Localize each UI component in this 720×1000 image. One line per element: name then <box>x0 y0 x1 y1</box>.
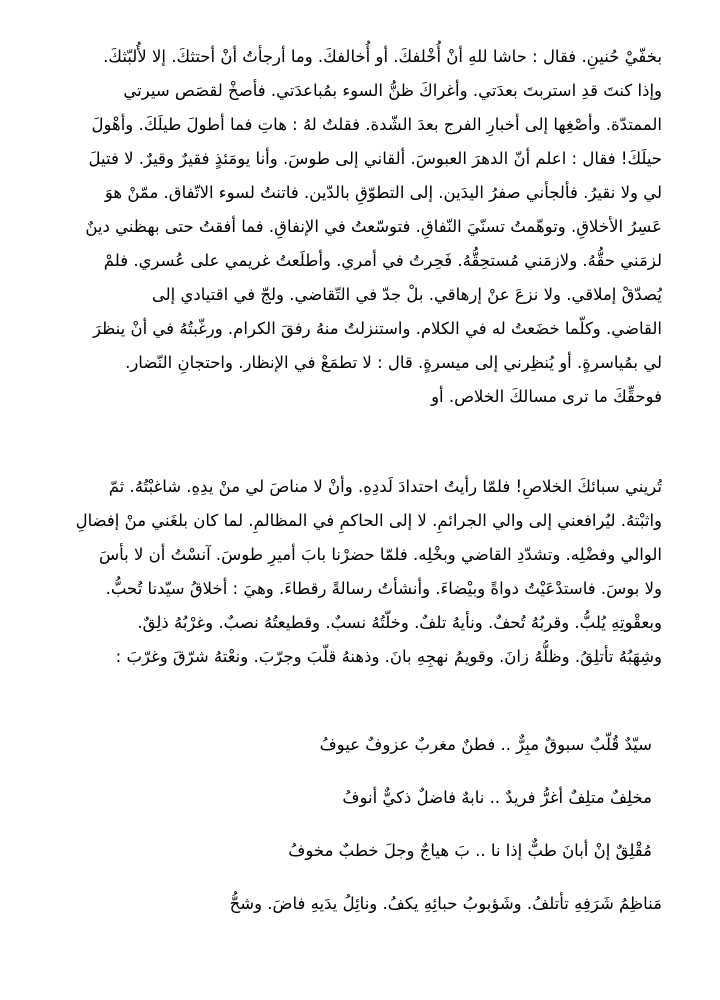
verse-line: مخلِفٌ متلِفٌ أغرُّ فريدٌ .. نابهٌ فاضلٌ ذكيٌّ أنوفُ <box>342 788 652 807</box>
text-line: واثبْتهُ. ليُرافعني إلى والي الجرائمِ. لا إلى الحاكمِ في المظالمِ. لما كان بلغَني منْ إفضالِ <box>75 511 662 530</box>
text-line: ولا بوسَ. فاستدْعَيْتُ دواةً وبيْضاءَ. وأنشأتُ رسالةً رقطاءَ. وهيَ : أخلاقُ سيّدنا تُحبُّ. <box>105 579 662 598</box>
text-line: وشِهَبُهُ تأتلِقُ. وظلُّهُ زانَ. وقويمُ نهجِهِ بانَ. وذهنهُ قلّبَ وجرّبَ. ونعْتهُ شرّقَ وغرّبَ : <box>115 647 662 666</box>
text-line: يُصدّقْ إملاقي. ولا نزعَ عنْ إرهاقي. بلْ جدّ في التّقاضي. ولجّ في اقتيادي إلى <box>151 285 662 304</box>
text-line: لي ولا نقيرُ. فألجأني صفرُ اليدَين. إلى التطوّقِ بالدّين. فاتنتُ لسوء الاتّفاق. ممّنْ هوَ <box>104 183 662 202</box>
text-line: وإذا كنتَ قدِ استربتَ بعدَتي. وأغراكَ ظنُّ السوء بمُباعدَتي. فأصخْ لقصَص سيرتي <box>123 81 662 100</box>
text-line: بخفّيْ حُنينِ. فقال : حاشا للهِ أنْ أُخْلفكَ. أو أُخالفكَ. وما أرجأتُ أنْ أحتثكَ. إلا لأُلبّثكَ. <box>103 47 662 66</box>
text-line: لزمَني حقُّهُ. ولازمَني مُستحِقُّهُ. فَحِرتُ في أمري. وأطلَعتُ غريمي على عُسري. فلمْ <box>103 251 662 270</box>
text-line: عَسِرُ الأخلاقِ. وتوهّمتُ تسنّيَ النّفاقِ. فتوسّعتُ في الإنفاقِ. فما أفقتُ حتى بهظني دينٌ <box>85 217 662 236</box>
text-line: وبعقْوتِهِ يُلبُّ. وقربُهُ تُحفٌ. ونأيهُ تلفٌ. وخلّتُهُ نسبٌ. وقطيعتُهُ نصبٌ. وغرْبُهُ ذلِقٌ. <box>137 613 662 632</box>
text-line: تُريني سبائكَ الخلاصِ! فلمّا رأيتُ احتدادَ لَددِهِ. وأنْ لا مناصَ لي منْ يدِهِ. شاغبْتُهُ. ثمّ <box>108 477 662 496</box>
text-line: مَناظِمُ شَرَفِهِ تأتلفُ. وشَؤبوبُ حبائِهِ يكفُ. ونائِلُ يدَيهِ فاضَ. وشحُّ <box>229 894 662 913</box>
paragraph-2 <box>52 470 662 674</box>
text-line: الوالي وفضْلِه. وتشدّدِ القاضي وبخْلِه. فلمّا حضرْنا بابَ أميرِ طوسَ. آنسْتُ أن لا بأسَ <box>98 545 662 564</box>
verse-line: مُقْلِقٌ إنْ أبانَ طبٌّ إذا نا .. بَ هياجٌ وجلَ خطبٌ مخوفُ <box>288 841 652 860</box>
text-line: القاضي. وكلّما خضَعتُ له في الكلام. واستنزلتُ منهُ رفقَ الكرام. ورغّبتُهُ في أنْ ينظرَ <box>93 319 662 338</box>
verse-line: سيّدٌ قُلّبٌ سبوقٌ مبِرٌّ .. فطنٌ مغربٌ عزوفٌ عيوفُ <box>319 735 652 754</box>
text-line: حيلَكَ! فقال : اعلم أنّ الدهرَ العبوسَ. ألقاني إلى طوسَ. وأنا يومَئذٍ فقيرٌ وقيرٌ. لا فتيلَ <box>88 149 662 168</box>
paragraph-1 <box>52 40 662 414</box>
poem-verses <box>52 726 662 938</box>
text-line: فوحقِّكَ ما ترى مسالكَ الخلاص. أو <box>431 387 662 406</box>
text-line: لي بمُياسرةٍ. أو يُنظِرني إلى ميسرةٍ. قال : لا تطمَعْ في الإنظار. واحتجانِ النّضار. <box>125 353 662 372</box>
text-line: الممتدّة. وأصْغِها إلى أخبارِ الفرج بعدَ الشّدة. فقلتُ لهُ : هاتِ فما أطولَ طيلَكَ. وأهْولَ <box>91 115 662 134</box>
